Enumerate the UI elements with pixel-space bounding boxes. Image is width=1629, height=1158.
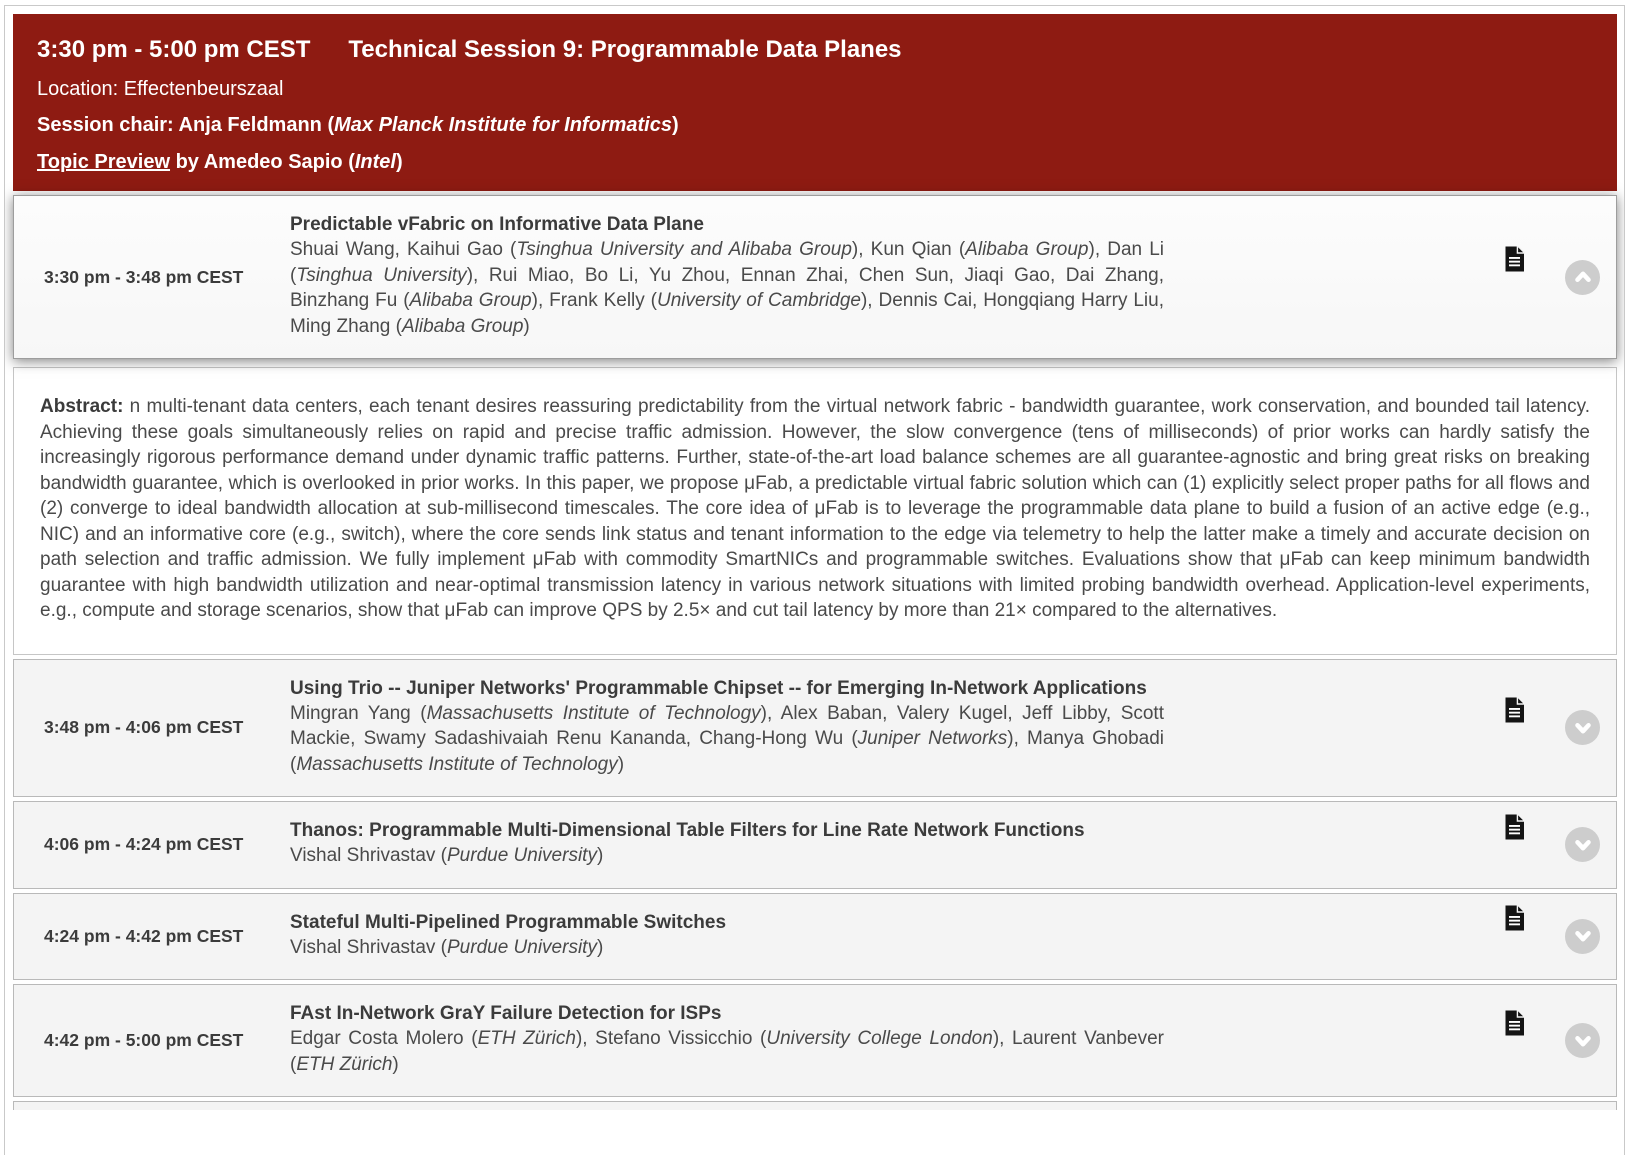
paper-actions — [1164, 196, 1616, 358]
paper-time: 3:48 pm - 4:06 pm CEST — [44, 717, 244, 738]
chevron-down-icon[interactable] — [1565, 827, 1600, 862]
session-chair-text: Session chair: Anja Feldmann ( — [37, 114, 335, 136]
paper-actions — [1164, 802, 1616, 888]
session-time-range: 3:30 pm - 5:00 pm CEST — [37, 36, 311, 63]
document-icon[interactable] — [1504, 1010, 1525, 1036]
document-icon[interactable] — [1504, 814, 1525, 840]
chevron-down-icon[interactable] — [1565, 710, 1600, 745]
paper-time: 4:06 pm - 4:24 pm CEST — [44, 834, 244, 855]
abstract-panel — [13, 367, 1617, 655]
document-icon[interactable] — [1504, 246, 1525, 272]
paper-time: 4:42 pm - 5:00 pm CEST — [44, 1030, 244, 1050]
paper-actions — [1164, 894, 1616, 980]
paper-row[interactable] — [13, 659, 1617, 798]
paper-title: Using Trio -- Juniper Networks' Programmable Chipset -- for Emerging In-Network Applications — [290, 677, 1147, 699]
paper-info — [262, 985, 1164, 1096]
paper-authors: Edgar Costa Molero (ETH Zürich), Stefano Vissicchio (University College London), Laurent Vanbever (ETH Zürich) — [290, 1028, 1164, 1075]
paper-authors: Mingran Yang (Massachusetts Institute of Technology), Alex Baban, Valery Kugel, Jeff Libby, Scott Mackie, Swamy Sadashivaiah Renu Kananda, Chang-Hong Wu (Juniper Networks), Manya Ghobadi (Massachusetts Institute of Technology) — [290, 702, 1165, 775]
topic-preview-affiliation: Intel — [354, 151, 396, 173]
session-header-title-line — [37, 36, 1593, 64]
conference-program-page — [4, 5, 1625, 1155]
document-icon[interactable] — [1504, 905, 1525, 931]
paper-title: Predictable vFabric on Informative Data Plane — [290, 214, 704, 235]
paper-list — [13, 659, 1617, 1098]
paper-title: FAst In-Network GraY Failure Detection for ISPs — [290, 1003, 722, 1024]
paper-authors: Vishal Shrivastav (Purdue University) — [290, 845, 604, 866]
paper-row[interactable] — [13, 801, 1617, 889]
chevron-up-icon[interactable] — [1565, 260, 1600, 295]
paper-actions — [1164, 660, 1616, 797]
paper-title: Thanos: Programmable Multi-Dimensional Table Filters for Line Rate Network Functions — [290, 820, 1085, 841]
paper-info — [262, 660, 1164, 797]
session-header — [13, 14, 1617, 191]
abstract-label: Abstract: — [40, 396, 124, 417]
paper-actions — [1164, 985, 1616, 1096]
topic-preview-text: by Amedeo Sapio ( — [170, 151, 355, 173]
chevron-down-icon[interactable] — [1565, 919, 1600, 954]
expanded-paper-slot — [13, 195, 1617, 359]
session-location: Location: Effectenbeurszaal — [37, 78, 284, 100]
topic-preview-line: Topic Preview by Amedeo Sapio (Intel) — [37, 151, 403, 173]
session-chair-affiliation: Max Planck Institute for Informatics — [334, 114, 672, 136]
next-row-partial — [13, 1101, 1617, 1110]
paper-time: 3:30 pm - 3:48 pm CEST — [44, 266, 244, 287]
session-chair-line: Session chair: Anja Feldmann (Max Planck Institute for Informatics) — [37, 114, 679, 136]
session-title: Technical Session 9: Programmable Data Planes — [348, 36, 902, 63]
paper-info — [262, 802, 1164, 888]
paper-info — [262, 196, 1164, 358]
chevron-down-icon[interactable] — [1565, 1023, 1600, 1058]
paper-time: 4:24 pm - 4:42 pm CEST — [44, 925, 244, 946]
paper-row[interactable] — [13, 984, 1617, 1097]
paper-row[interactable] — [13, 893, 1617, 981]
topic-preview-link[interactable]: Topic Preview — [37, 151, 171, 173]
paper-authors: Shuai Wang, Kaihui Gao (Tsinghua University and Alibaba Group), Kun Qian (Alibaba Group), Dan Li (Tsinghua University), Rui Miao, Bo Li, Yu Zhou, Ennan Zhai, Chen Sun, Jiaqi Gao, Dai Zhang, Binzhang Fu (Alibaba Group), Frank Kelly (University of Cambridge), Dennis Cai, Hongqiang Harry Liu, Ming Zhang (Alibaba Group) — [290, 239, 1165, 337]
paper-row[interactable] — [13, 195, 1617, 359]
abstract-text: n multi-tenant data centers, each tenant desires reassuring predictability from the virtual network fabric - bandwidth guarantee, work conservation, and bounded tail latency. Achieving these goals simultaneously relies on rapid and precise traffic admission. However, the slow convergence (tens of milliseconds) of prior works can hardly satisfy the increasingly rigorous performance demand under dynamic traffic patterns. Further, state-of-the-art load balance schemes are all guarantee-agnostic and bring great risks on breaking bandwidth guarantee, which is overlooked in prior works. In this paper, we propose μFab, a predictable virtual fabric solution which can (1) explicitly select proper paths for all flows and (2) converge to ideal bandwidth allocation at sub-millisecond timescales. The core idea of μFab is to leverage the programmable data plane to build a fusion of an active edge (e.g., NIC) and an informative core (e.g., switch), where the core sends link status and tenant information to the edge via telemetry to help the latter make a timely and accurate decision on path selection and traffic admission. We fully implement μFab with commodity SmartNICs and programmable switches. Evaluations show that μFab can keep minimum bandwidth guarantee with high bandwidth utilization and near-optimal transmission latency in various network situations with limited probing bandwidth overhead. Application-level experiments, e.g., compute and storage scenarios, show that μFab can improve QPS by 2.5× and cut tail latency by more than 21× compared to the alternatives. — [40, 396, 1590, 621]
paper-authors: Vishal Shrivastav (Purdue University) — [290, 936, 604, 958]
document-icon[interactable] — [1504, 697, 1525, 723]
paper-title: Stateful Multi-Pipelined Programmable Switches — [290, 911, 727, 933]
paper-info — [262, 894, 1164, 980]
